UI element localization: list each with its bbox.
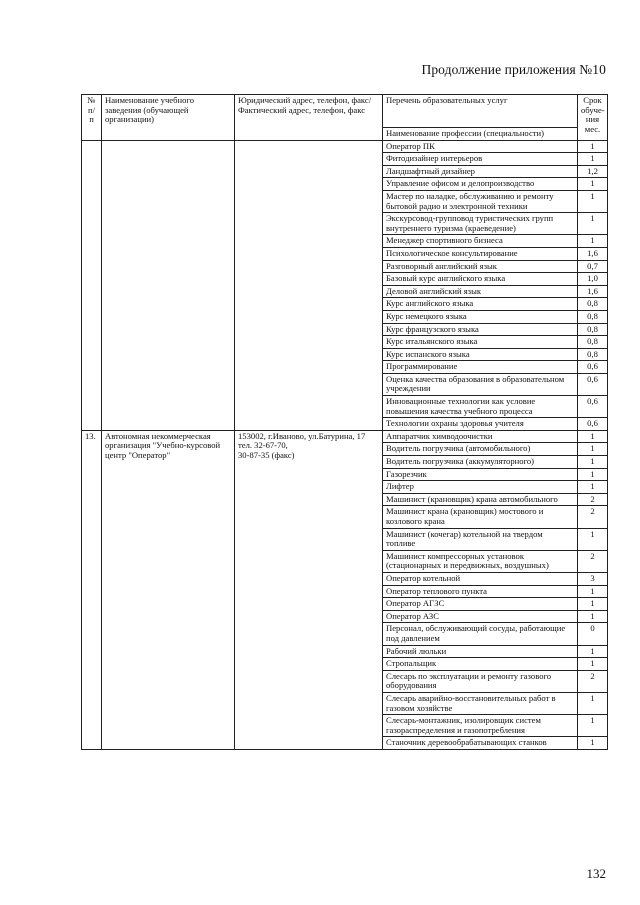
service-name-cell: Базовый курс английского языка (383, 273, 578, 286)
duration-cell: 2 (578, 550, 608, 572)
service-name-cell: Рабочий люльки (383, 645, 578, 658)
duration-cell: 0,7 (578, 260, 608, 273)
service-name-cell: Слесарь по эксплуатации и ремонту газового оборудования (383, 670, 578, 692)
duration-cell: 1 (578, 443, 608, 456)
organization-name-cell: Автономная некоммерческая организация "Учебно-курсовой центр "Оператор" (102, 430, 235, 749)
duration-cell: 1 (578, 610, 608, 623)
service-name-cell: Водитель погрузчика (автомобильного) (383, 443, 578, 456)
duration-cell: 1 (578, 528, 608, 550)
duration-cell: 1 (578, 658, 608, 671)
service-name-cell: Газорезчик (383, 468, 578, 481)
duration-cell: 1 (578, 430, 608, 443)
column-header-address: Юридический адрес, телефон, факс/ Фактический адрес, телефон, факс (235, 95, 383, 141)
duration-cell: 0,8 (578, 336, 608, 349)
duration-cell: 0,8 (578, 298, 608, 311)
duration-cell: 1 (578, 598, 608, 611)
duration-cell: 0,6 (578, 396, 608, 418)
service-name-cell: Слесарь аварийно-восстановительных работ в газовом хозяйстве (383, 692, 578, 714)
duration-cell: 1,0 (578, 273, 608, 286)
duration-cell: 0,6 (578, 373, 608, 395)
row-number-cell (82, 140, 102, 430)
duration-cell: 2 (578, 493, 608, 506)
service-name-cell: Фитодизайнер интерьеров (383, 153, 578, 166)
service-name-cell: Деловой английский язык (383, 285, 578, 298)
service-name-cell: Экскурсовод-групповод туристических групп внутреннего туризма (краеведение) (383, 213, 578, 235)
service-name-cell: Оператор котельной (383, 572, 578, 585)
duration-cell: 1 (578, 190, 608, 212)
duration-cell: 1 (578, 645, 608, 658)
duration-cell: 1 (578, 153, 608, 166)
service-name-cell: Ландшафтный дизайнер (383, 165, 578, 178)
duration-cell: 1 (578, 715, 608, 737)
service-name-cell: Оператор ПК (383, 140, 578, 153)
service-name-cell: Курс итальянского языка (383, 336, 578, 349)
service-name-cell: Машинист крана (крановщик) мостового и козлового крана (383, 506, 578, 528)
duration-cell: 1 (578, 481, 608, 494)
duration-cell: 2 (578, 670, 608, 692)
page-number: 132 (586, 866, 606, 881)
column-header-name: Наименование учебного заведения (обучающей организации) (102, 95, 235, 141)
duration-cell: 1 (578, 213, 608, 235)
column-header-number: № п/ п (82, 95, 102, 141)
service-name-cell: Оценка качества образования в образовательном учреждении (383, 373, 578, 395)
duration-cell: 0,6 (578, 361, 608, 374)
duration-cell: 1 (578, 140, 608, 153)
organization-address-cell (235, 140, 383, 430)
column-header-duration (578, 95, 608, 141)
service-name-cell: Разговорный английский язык (383, 260, 578, 273)
service-name-cell: Водитель погрузчика (аккумуляторного) (383, 456, 578, 469)
duration-cell: 1 (578, 456, 608, 469)
service-name-cell: Менеджер спортивного бизнеса (383, 235, 578, 248)
duration-cell: 1,2 (578, 165, 608, 178)
service-name-cell: Психологическое консультирование (383, 247, 578, 260)
table-row (82, 430, 608, 443)
table-header-row (82, 95, 608, 128)
duration-cell: 0,8 (578, 348, 608, 361)
group1-body (82, 140, 608, 430)
table-row (82, 140, 608, 153)
organization-name-cell (102, 140, 235, 430)
service-name-cell: Оператор теплового пункта (383, 585, 578, 598)
service-name-cell: Слесарь-монтажник, изолировщик систем газораспределения и газопотребления (383, 715, 578, 737)
group2-body (82, 430, 608, 749)
duration-cell: 1 (578, 468, 608, 481)
subheader-profession: Наименование профессии (специальности) (383, 128, 578, 141)
service-name-cell: Курс испанского языка (383, 348, 578, 361)
service-name-cell: Станочник деревообрабатывающих станков (383, 737, 578, 750)
document-header: Продолжение приложения №10 (421, 62, 606, 77)
service-name-cell: Курс французского языка (383, 323, 578, 336)
service-name-cell: Машинист (крановщик) крана автомобильного (383, 493, 578, 506)
duration-cell: 1,6 (578, 285, 608, 298)
column-header-services: Перечень образовательных услуг (383, 95, 578, 128)
row-number-cell: 13. (82, 430, 102, 749)
duration-cell: 1 (578, 585, 608, 598)
service-name-cell: Технологии охраны здоровья учителя (383, 418, 578, 431)
service-name-cell: Аппаратчик химводоочистки (383, 430, 578, 443)
duration-cell: 1 (578, 235, 608, 248)
service-name-cell: Лифтер (383, 481, 578, 494)
duration-cell: 1 (578, 737, 608, 750)
duration-cell: 1 (578, 692, 608, 714)
service-name-cell: Оператор АГЗС (383, 598, 578, 611)
duration-cell: 2 (578, 506, 608, 528)
service-name-cell: Машинист (кочегар) котельной на твердом топливе (383, 528, 578, 550)
duration-cell: 0,8 (578, 310, 608, 323)
education-services-table (81, 94, 608, 750)
duration-cell: 3 (578, 572, 608, 585)
duration-cell: 1,6 (578, 247, 608, 260)
service-name-cell: Программирование (383, 361, 578, 374)
service-name-cell: Оператор АЗС (383, 610, 578, 623)
duration-cell: 0,6 (578, 418, 608, 431)
organization-address-cell: 153002, г.Иваново, ул.Батурина, 17 тел. 32-67-70, 30-87-35 (факс) (235, 430, 383, 749)
service-name-cell: Персонал, обслуживающий сосуды, работающие под давлением (383, 623, 578, 645)
service-name-cell: Мастер по наладке, обслуживанию и ремонту бытовой радио и электронной техники (383, 190, 578, 212)
duration-cell: 0,8 (578, 323, 608, 336)
service-name-cell: Инновационные технологии как условие повышения качества учебного процесса (383, 396, 578, 418)
duration-cell: 1 (578, 178, 608, 191)
service-name-cell: Стропальщик (383, 658, 578, 671)
service-name-cell: Курс немецкого языка (383, 310, 578, 323)
service-name-cell: Управление офисом и делопроизводство (383, 178, 578, 191)
duration-cell: 0 (578, 623, 608, 645)
service-name-cell: Курс английского языка (383, 298, 578, 311)
service-name-cell: Машинист компрессорных установок (стационарных и передвижных, воздушных) (383, 550, 578, 572)
duration-unit-label: мес. (584, 123, 601, 134)
duration-header-label: Срок обуче-ния (581, 95, 605, 125)
